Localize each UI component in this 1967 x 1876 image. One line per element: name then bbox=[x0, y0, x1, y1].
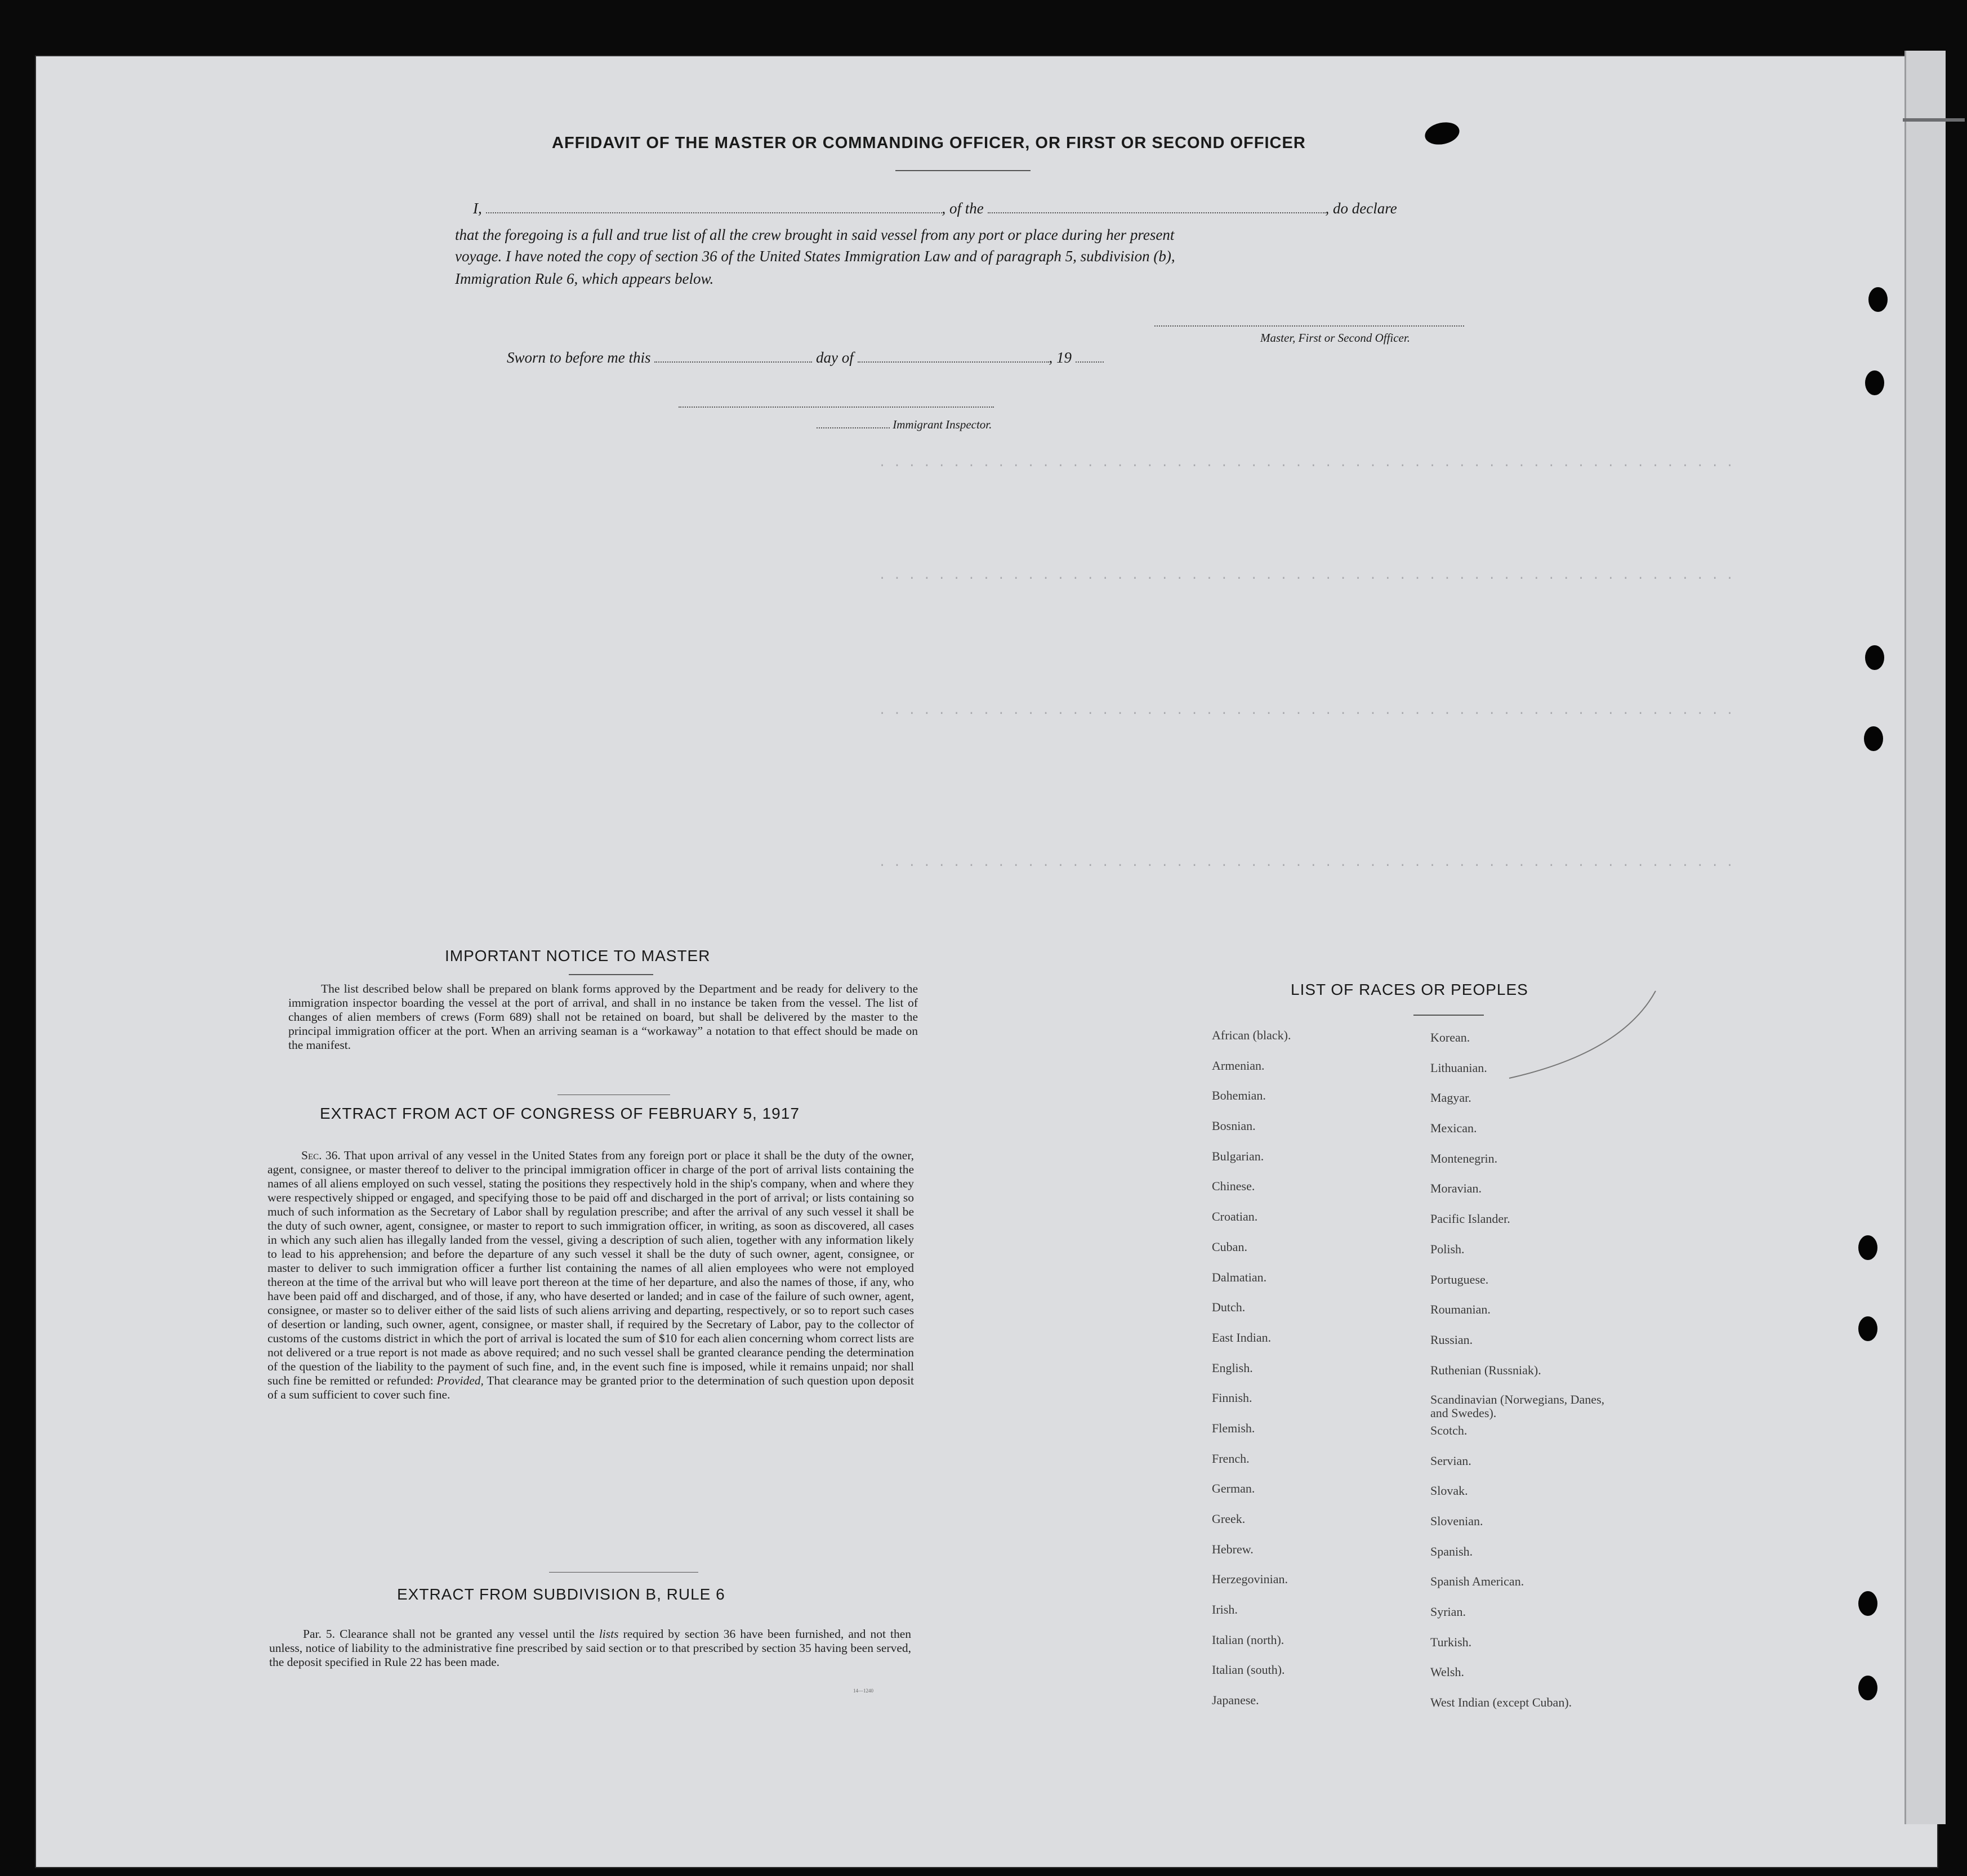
declare-suffix: , do declare bbox=[1325, 200, 1397, 217]
race-item: Dutch. bbox=[1212, 1300, 1246, 1315]
race-item: Armenian. bbox=[1212, 1058, 1265, 1073]
page-fold-mark bbox=[1903, 118, 1965, 122]
inspector-label-line bbox=[817, 418, 992, 432]
extract-act-text: That upon arrival of any vessel in the United States from any foreign port or place it shall be the duty of the owner, agent, consignee, or master thereof to deliver to the principal immigration officer in charge of the port of arrival lists containing the names of all aliens employed on such vessel, stating the positions they respectively hold in the ship's company, when and where they were respectively shipped or engaged, and specifying those to be paid off and discharged in the port of arrival; or lists containing so much of such information as the Secretary of Labor shall by regulation prescribe; and after the arrival of any such vessel it shall be the duty of such owner, agent, consignee, or master to report to such immigration officer, in writing, as soon as discovered, all cases in which any such alien has illegally landed from the vessel, giving a description of such alien, together with any information likely to lead to his apprehension; and before the departure of any such vessel it shall be the duty of such owner, agent, consignee, or master to deliver to such immigration officer a further list containing the names of all alien employees who were not employed thereon at the time of the arrival but who will leave port thereon at the time of her departure, and also the names of those, if any, who have been paid off and discharged, and of those, if any, who have deserted or landed; and in case of the failure of such owner, agent, consignee, or master so to deliver either of the said lists of such aliens arriving and departing, respectively, or so to report such cases of desertion or landing, such owner, agent, consignee, or master shall, if required by the Secretary of Labor, pay to the collector of customs of the customs district in which the port of arrival is located the sum of $10 for each alien concerning whom correct lists are not delivered or a true report is not made as above required; and no such vessel shall be granted clearance pending the determination of the question of the liability to the payment of such fine, and, in the event such fine is imposed, while it remains unpaid; nor shall such fine be remitted or refunded: bbox=[267, 1149, 914, 1387]
race-item: Croatian. bbox=[1212, 1209, 1258, 1224]
affidavit-body-line-3: Immigration Rule 6, which appears below. bbox=[455, 270, 714, 287]
bleed-through-text: . . . . . . . . . . . . . . . . . . . . . . . . . . . . . . . . . . . . . . . . . . . . . . . . . . . . . . . . . . bbox=[878, 456, 1734, 470]
race-item: Mexican. bbox=[1430, 1121, 1477, 1136]
notice-title: IMPORTANT NOTICE TO MASTER bbox=[445, 947, 711, 964]
inspector-leader bbox=[817, 427, 890, 428]
races-title-rule bbox=[1413, 1015, 1484, 1016]
race-item: Moravian. bbox=[1430, 1181, 1482, 1196]
binder-hole-5 bbox=[1858, 1235, 1877, 1260]
underlying-page-edge bbox=[1904, 51, 1946, 1824]
race-item: Ruthenian (Russniak). bbox=[1430, 1363, 1541, 1377]
binder-hole-6 bbox=[1858, 1316, 1877, 1341]
extract-act-title: EXTRACT FROM ACT OF CONGRESS OF FEBRUARY 5, 1917 bbox=[320, 1105, 800, 1122]
binder-hole-1 bbox=[1868, 287, 1888, 312]
vessel-name-field[interactable] bbox=[988, 212, 1326, 213]
affidavit-title-rule bbox=[895, 170, 1031, 171]
extract-act-body bbox=[267, 1149, 914, 1402]
race-item: Italian (south). bbox=[1212, 1663, 1285, 1677]
lists-word: lists bbox=[599, 1627, 619, 1641]
race-item: Greek. bbox=[1212, 1512, 1246, 1526]
sworn-line bbox=[507, 349, 1104, 367]
bleed-through-text: . . . . . . . . . . . . . . . . . . . . . . . . . . . . . . . . . . . . . . . . . . . . . . . . . . . . . . . . . . bbox=[878, 569, 1734, 583]
race-item: Polish. bbox=[1430, 1241, 1465, 1256]
sworn-day-of: day of bbox=[816, 349, 854, 366]
race-item: English. bbox=[1212, 1360, 1253, 1375]
race-item: Syrian. bbox=[1430, 1605, 1466, 1619]
extract-rule-body bbox=[269, 1627, 911, 1669]
races-title: LIST OF RACES OR PEOPLES bbox=[1291, 981, 1528, 998]
race-item: Spanish. bbox=[1430, 1544, 1473, 1558]
races-left-column bbox=[1212, 1028, 1291, 1723]
binder-hole-2 bbox=[1865, 370, 1884, 395]
notice-body: The list described below shall be prepared on blank forms approved by the Department and be ready for delivery to the immigration inspector boarding the vessel at the port of arrival, and shall in no instance be taken from the vessel. The list of changes of alien members of crews (Form 689) shall not be retained on board, but shall be delivered by the master to the principal immigration officer at the port. When an arriving seaman is a “workaway” a notation to that effect should be made on the manifest. bbox=[288, 982, 918, 1052]
race-item: Bosnian. bbox=[1212, 1119, 1256, 1133]
race-item: Herzegovinian. bbox=[1212, 1572, 1288, 1587]
declaration-line bbox=[473, 200, 1397, 217]
declare-of-the: , of the bbox=[942, 200, 984, 217]
race-item: Dalmatian. bbox=[1212, 1270, 1267, 1284]
race-item: Irish. bbox=[1212, 1602, 1238, 1617]
race-item: Slovenian. bbox=[1430, 1514, 1483, 1528]
extract-act-text-end: That clearance may be granted prior to the determination of such question upon deposit of a sum sufficient to cover such fine. bbox=[267, 1374, 914, 1401]
race-item: Spanish American. bbox=[1430, 1574, 1524, 1589]
race-item: Russian. bbox=[1430, 1332, 1473, 1347]
race-item: Turkish. bbox=[1430, 1634, 1472, 1649]
race-item: Japanese. bbox=[1212, 1693, 1259, 1708]
races-right-column bbox=[1430, 1030, 1633, 1726]
section-label: Sec. 36. bbox=[301, 1149, 341, 1162]
document-page bbox=[35, 55, 1938, 1868]
sworn-month-field[interactable] bbox=[858, 361, 1049, 363]
race-item: Korean. bbox=[1430, 1030, 1470, 1044]
bleed-through-text: . . . . . . . . . . . . . . . . . . . . . . . . . . . . . . . . . . . . . . . . . . . . . . . . . . . . . . . . . . bbox=[878, 856, 1734, 870]
race-item: Hebrew. bbox=[1212, 1542, 1254, 1556]
race-item: Finnish. bbox=[1212, 1391, 1252, 1405]
race-item: Cuban. bbox=[1212, 1239, 1247, 1254]
affidavit-body-line-1: that the foregoing is a full and true list of all the crew brought in said vessel from any port or place during her present bbox=[455, 226, 1175, 243]
declare-prefix: I, bbox=[473, 200, 482, 217]
rule-text-start: Par. 5. Clearance shall not be granted any vessel until the bbox=[303, 1627, 595, 1641]
extract-act-end-rule bbox=[549, 1572, 698, 1573]
race-item: Bulgarian. bbox=[1212, 1149, 1264, 1163]
race-item: Chinese. bbox=[1212, 1179, 1255, 1194]
race-item: East Indian. bbox=[1212, 1330, 1272, 1345]
race-item: Slovak. bbox=[1430, 1484, 1468, 1498]
rule-text-end: required by section 36 have been furnished, and not then unless, notice of liability to the administrative fine prescribed by said section or to that prescribed by section 35 having been served, the deposit specified in Rule 22 has been made. bbox=[269, 1627, 912, 1669]
race-item: Italian (north). bbox=[1212, 1632, 1284, 1647]
race-item: Welsh. bbox=[1430, 1665, 1464, 1680]
race-item: Lithuanian. bbox=[1430, 1060, 1487, 1075]
provided-label: Provided, bbox=[436, 1374, 484, 1387]
race-item: Montenegrin. bbox=[1430, 1151, 1498, 1165]
form-number: 14—1240 bbox=[853, 1688, 873, 1694]
sworn-prefix: Sworn to before me this bbox=[507, 349, 651, 366]
master-signature-field[interactable] bbox=[1154, 325, 1464, 327]
race-item: Portuguese. bbox=[1430, 1272, 1489, 1287]
master-signature-label: Master, First or Second Officer. bbox=[1260, 331, 1410, 345]
inspector-signature-field[interactable] bbox=[679, 407, 994, 408]
declarant-name-field[interactable] bbox=[486, 212, 942, 213]
bleed-through-text: . . . . . . . . . . . . . . . . . . . . . . . . . . . . . . . . . . . . . . . . . . . . . . . . . . . . . . . . . . bbox=[878, 704, 1734, 718]
race-item: Bohemian. bbox=[1212, 1088, 1266, 1103]
binder-hole-4 bbox=[1864, 726, 1883, 751]
race-item: Servian. bbox=[1430, 1453, 1471, 1468]
binder-hole-8 bbox=[1858, 1676, 1877, 1700]
sworn-day-field[interactable] bbox=[654, 361, 812, 363]
sworn-year-field[interactable] bbox=[1076, 361, 1104, 363]
affidavit-body-line-2: voyage. I have noted the copy of section 36 of the United States Immigration Law and of paragraph 5, subdivision (b), bbox=[455, 248, 1175, 265]
race-item: Pacific Islander. bbox=[1430, 1212, 1510, 1226]
sworn-year-prefix: , 19 bbox=[1049, 349, 1072, 366]
binder-hole-3 bbox=[1865, 645, 1884, 670]
affidavit-title: AFFIDAVIT OF THE MASTER OR COMMANDING OFFICER, OR FIRST OR SECOND OFFICER bbox=[552, 134, 1306, 152]
race-item: Scandinavian (Norwegians, Danes, and Swedes). bbox=[1430, 1392, 1605, 1421]
race-item: African (black). bbox=[1212, 1028, 1291, 1042]
notice-title-rule bbox=[569, 974, 653, 975]
inspector-label: Immigrant Inspector. bbox=[893, 418, 992, 431]
race-item: West Indian (except Cuban). bbox=[1430, 1695, 1572, 1710]
race-item: Flemish. bbox=[1212, 1421, 1255, 1435]
race-item: German. bbox=[1212, 1481, 1255, 1496]
binder-hole-7 bbox=[1858, 1591, 1877, 1616]
race-item: French. bbox=[1212, 1451, 1250, 1466]
race-item: Roumanian. bbox=[1430, 1302, 1491, 1317]
race-item: Magyar. bbox=[1430, 1091, 1471, 1105]
extract-rule-title: EXTRACT FROM SUBDIVISION B, RULE 6 bbox=[397, 1585, 725, 1603]
race-item: Scotch. bbox=[1430, 1423, 1468, 1437]
